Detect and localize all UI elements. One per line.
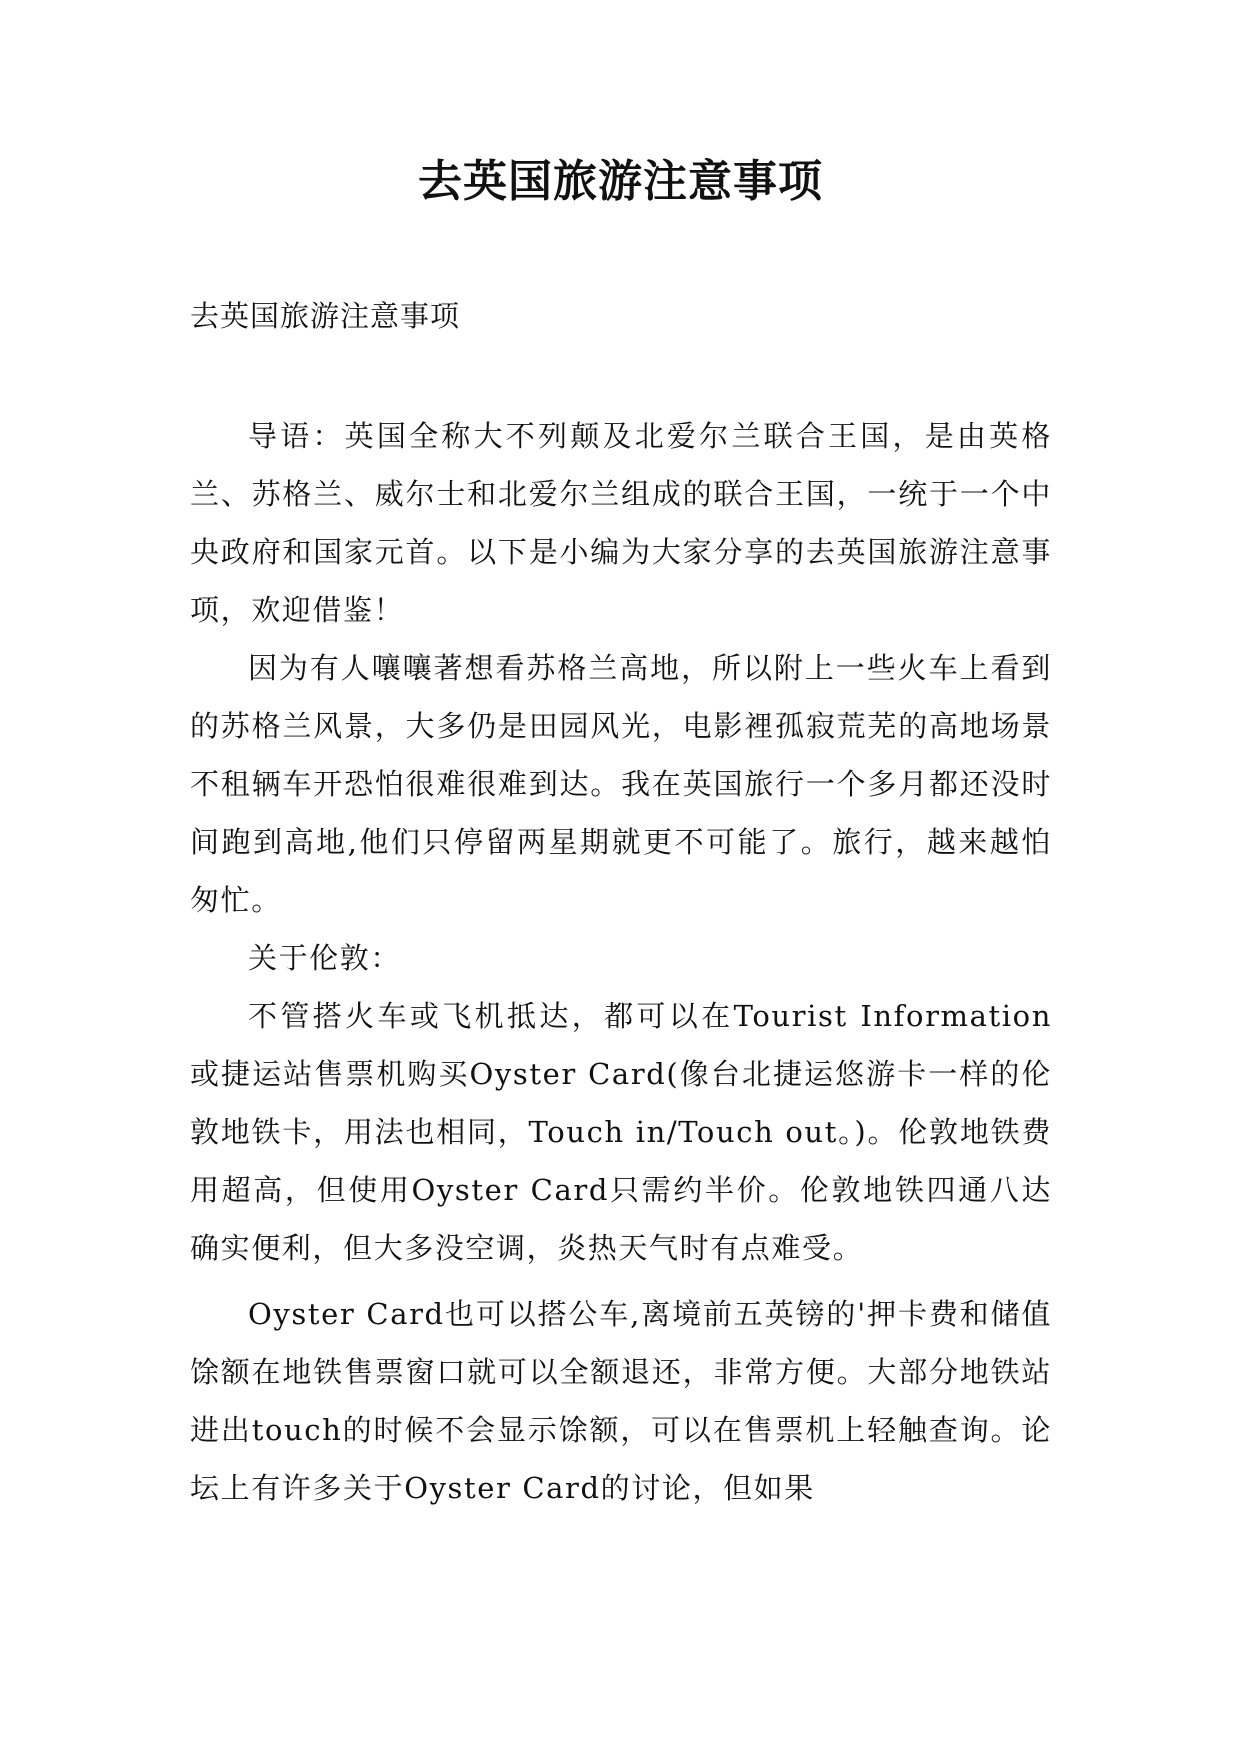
document-body: [190, 407, 1052, 1517]
paragraph-oyster-refund: Oyster Card也可以搭公车,离境前五英镑的'押卡费和储值馀额在地铁售票窗口就可以全额退还，非常方便。大部分地铁站进出touch的时候不会显示馀额，可以在售票机上轻触查询。论坛上有许多关于Oyster Card的讨论，但如果: [190, 1297, 1052, 1505]
paragraph-about-london: 关于伦敦：: [248, 941, 402, 975]
paragraph-scotland: 因为有人嚷嚷著想看苏格兰高地，所以附上一些火车上看到的苏格兰风景，大多仍是田园风光，电影裡孤寂荒芜的高地场景不租辆车开恐怕很难很难到达。我在英国旅行一个多月都还没时间跑到高地,他们只停留两星期就更不可能了。旅行，越来越怕匆忙。: [190, 651, 1052, 917]
document-subtitle: 去英国旅游注意事项: [190, 299, 461, 333]
paragraph-oyster-card: 不管搭火车或飞机抵达，都可以在Tourist Information或捷运站售票机购买Oyster Card(像台北捷运悠游卡一样的伦敦地铁卡，用法也相同，Touch in/Touch out。)。伦敦地铁费用超高，但使用Oyster Card只需约半价。伦敦地铁四通八达确实便利，但大多没空调，炎热天气时有点难受。: [190, 999, 1052, 1265]
paragraph-intro: 导语：英国全称大不列颠及北爱尔兰联合王国，是由英格兰、苏格兰、威尔士和北爱尔兰组成的联合王国，一统于一个中央政府和国家元首。以下是小编为大家分享的去英国旅游注意事项，欢迎借鉴！: [190, 419, 1052, 627]
document-title: 去英国旅游注意事项: [418, 156, 823, 207]
